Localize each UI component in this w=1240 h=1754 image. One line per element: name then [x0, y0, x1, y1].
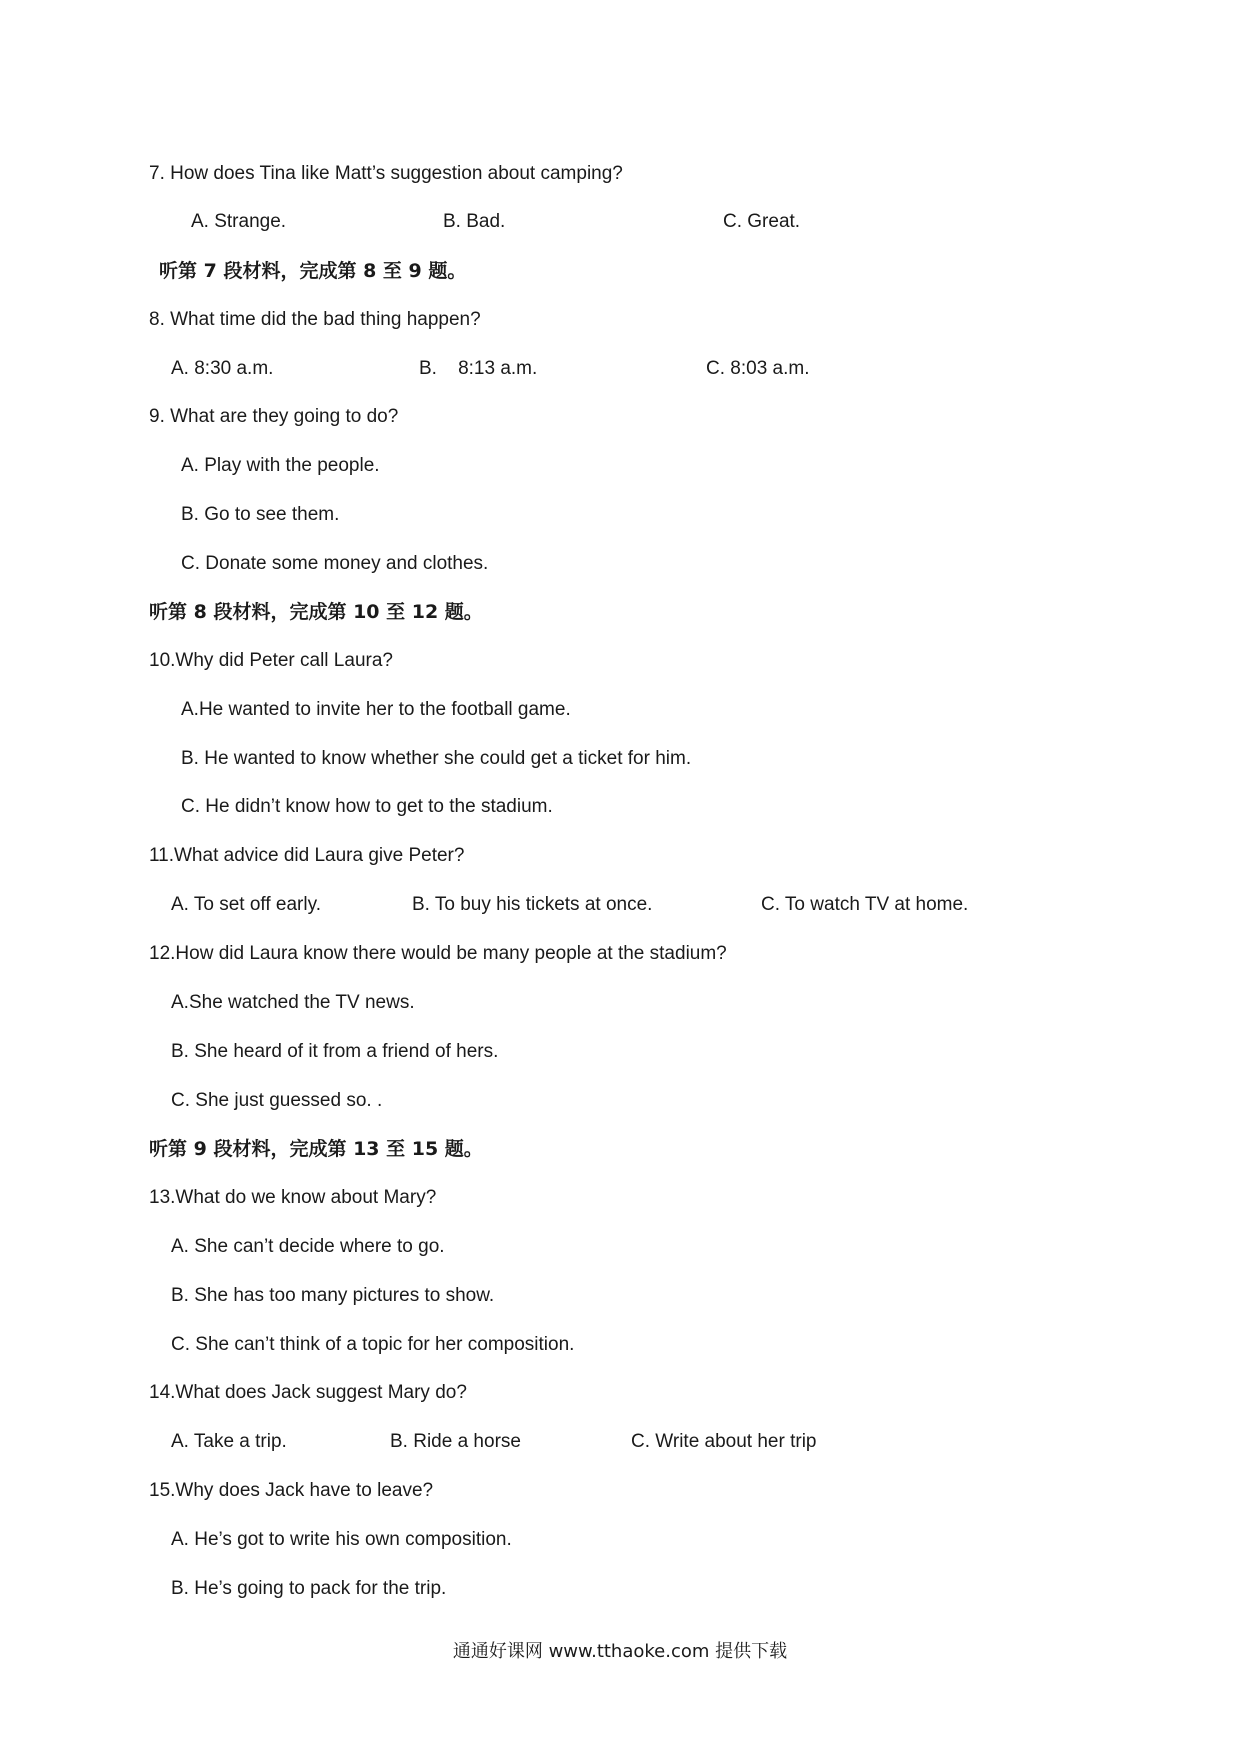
q9-option-b: B. Go to see them. — [181, 504, 340, 525]
q11-option-c: C. To watch TV at home. — [761, 894, 969, 915]
q13-option-a: A. She can’t decide where to go. — [171, 1236, 445, 1257]
question-8: 8. What time did the bad thing happen? — [149, 309, 481, 330]
q7-option-c: C. Great. — [723, 211, 801, 232]
q7-option-a: A. Strange. — [191, 211, 287, 232]
page-footer: 通通好课网 www.tthaoke.com 提供下载 — [452, 1641, 788, 1662]
question-9: 9. What are they going to do? — [149, 406, 399, 427]
q15-option-a: A. He’s got to write his own composition. — [171, 1529, 512, 1550]
question-14: 14.What does Jack suggest Mary do? — [149, 1382, 467, 1403]
q14-option-b: B. Ride a horse — [390, 1431, 521, 1452]
q12-option-b: B. She heard of it from a friend of hers. — [171, 1041, 499, 1062]
q12-option-a: A.She watched the TV news. — [171, 992, 415, 1013]
question-10: 10.Why did Peter call Laura? — [149, 650, 393, 671]
section-heading-9: 听第 9 段材料，完成第 13 至 15 题。 — [149, 1138, 483, 1160]
q8-option-a: A. 8:30 a.m. — [171, 358, 274, 379]
q14-option-a: A. Take a trip. — [171, 1431, 287, 1452]
q9-option-a: A. Play with the people. — [181, 455, 380, 476]
q7-option-b: B. Bad. — [443, 211, 506, 232]
question-11: 11.What advice did Laura give Peter? — [149, 845, 465, 866]
q12-option-c: C. She just guessed so. . — [171, 1090, 383, 1111]
section-heading-8: 听第 8 段材料，完成第 10 至 12 题。 — [149, 601, 483, 623]
q8-option-c: C. 8:03 a.m. — [706, 358, 810, 379]
q9-option-c: C. Donate some money and clothes. — [181, 553, 489, 574]
q10-option-a: A.He wanted to invite her to the football game. — [181, 699, 571, 720]
section-heading-7: 听第 7 段材料，完成第 8 至 9 题。 — [159, 260, 467, 282]
q13-option-c: C. She can’t think of a topic for her composition. — [171, 1334, 575, 1355]
q8-option-b: B. 8:13 a.m. — [419, 358, 538, 379]
question-15: 15.Why does Jack have to leave? — [149, 1480, 434, 1501]
q14-option-c: C. Write about her trip — [631, 1431, 817, 1452]
q11-option-b: B. To buy his tickets at once. — [412, 894, 653, 915]
q13-option-b: B. She has too many pictures to show. — [171, 1285, 495, 1306]
question-7: 7. How does Tina like Matt’s suggestion about camping? — [149, 163, 623, 184]
question-13: 13.What do we know about Mary? — [149, 1187, 437, 1208]
q10-option-c: C. He didn’t know how to get to the stadium. — [181, 796, 553, 817]
question-12: 12.How did Laura know there would be many people at the stadium? — [149, 943, 727, 964]
q10-option-b: B. He wanted to know whether she could get a ticket for him. — [181, 748, 692, 769]
q15-option-b: B. He’s going to pack for the trip. — [171, 1578, 447, 1599]
q11-option-a: A. To set off early. — [171, 894, 321, 915]
